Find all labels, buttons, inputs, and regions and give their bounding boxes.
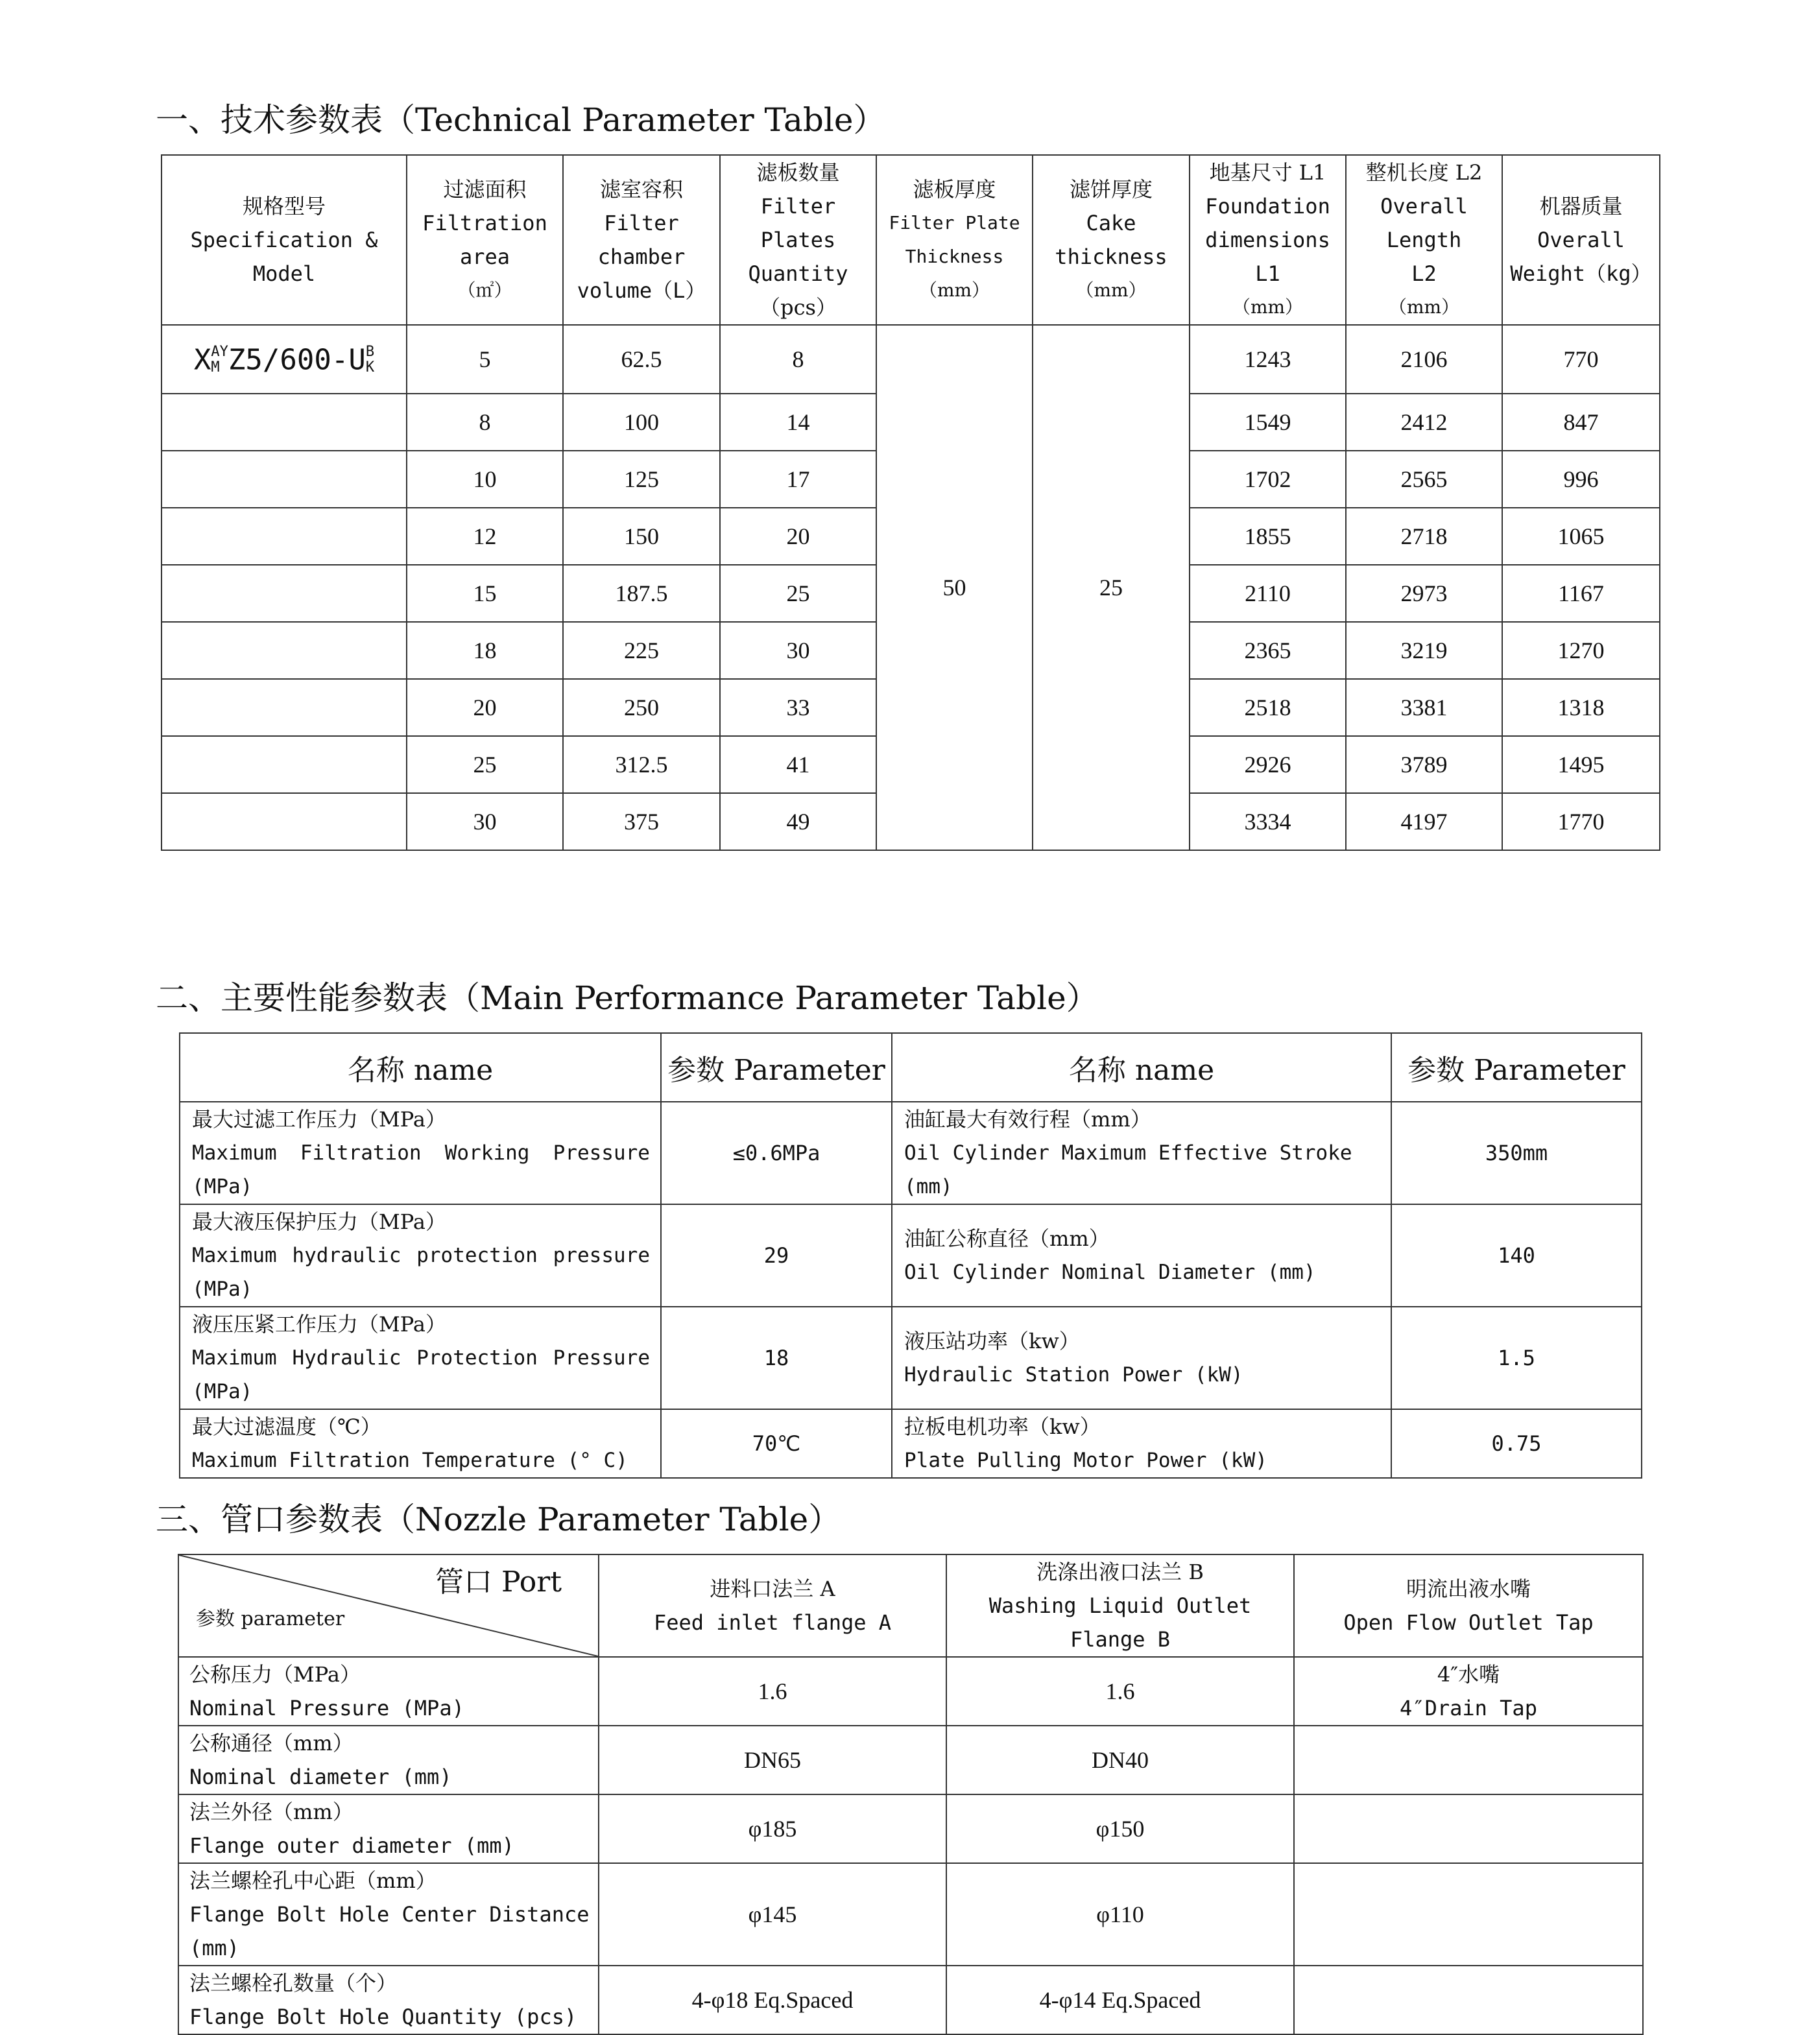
label-word: Pressure: [553, 1346, 650, 1370]
label-cn: 公称压力（MPa）: [189, 1662, 361, 1687]
section-2-title: 二、主要性能参数表（Main Performance Parameter Table）: [156, 979, 1099, 1017]
cell-length: 3789: [1346, 736, 1502, 793]
cell-area: 5: [407, 325, 563, 394]
header-text: Filter: [604, 211, 679, 235]
cell-volume: 62.5: [563, 325, 720, 394]
cell-area: 10: [407, 451, 563, 508]
value-c-line: 4″Drain Tap: [1400, 1696, 1537, 1720]
header-text: Open Flow Outlet Tap: [1343, 1610, 1594, 1635]
header-text: Thickness: [905, 246, 1004, 267]
cell-area: 8: [407, 394, 563, 451]
label-en: [192, 1239, 660, 1272]
table-row: [178, 1966, 1643, 2034]
header-text: Quantity: [748, 261, 848, 286]
value-c: [1294, 1966, 1643, 2034]
header-spec: [162, 155, 407, 325]
cell-area: 12: [407, 508, 563, 565]
cell-area: 30: [407, 793, 563, 850]
cell-volume: 250: [563, 679, 720, 736]
label-cn: 油缸最大有效行程（mm）: [904, 1107, 1151, 1132]
label-cn: 油缸公称直径（mm）: [904, 1226, 1110, 1251]
table-header-row: [178, 1554, 1643, 1657]
cell-foundation: 2110: [1190, 565, 1346, 622]
label-cn: 最大过滤温度（℃）: [192, 1414, 381, 1439]
param-label: [892, 1409, 1391, 1478]
value-c: [1294, 1726, 1643, 1794]
value-b: 1.6: [946, 1657, 1294, 1726]
label-word: pressure: [553, 1244, 650, 1267]
value-b: 4-φ14 Eq.Spaced: [946, 1966, 1294, 2034]
header-text: 滤室容积: [599, 177, 683, 202]
header-text: 滤板数量: [756, 160, 840, 185]
header-text: Overall: [1380, 194, 1468, 219]
label-en: Flange Bolt Hole Quantity (pcs): [189, 2005, 577, 2029]
section-3-title: 三、管口参数表（Nozzle Parameter Table）: [156, 1501, 841, 1538]
nozzle-label: [178, 1794, 599, 1863]
value-c: [1294, 1657, 1643, 1726]
param-label: [180, 1409, 661, 1478]
label-word: Maximum: [192, 1244, 277, 1267]
param-value: 1.5: [1391, 1307, 1642, 1409]
corner-header: [178, 1554, 599, 1657]
cell-plates: 20: [720, 508, 876, 565]
header-text: 过滤面积: [443, 177, 527, 202]
cell-foundation: 2518: [1190, 679, 1346, 736]
header-text: 滤板厚度: [913, 177, 996, 202]
table-row: [180, 1204, 1642, 1307]
header-text: 规格型号: [242, 194, 326, 219]
cell-model-empty: [162, 508, 407, 565]
header-text: （pcs）: [760, 295, 837, 320]
cell-volume: 312.5: [563, 736, 720, 793]
label-en: Oil Cylinder Nominal Diameter (mm): [904, 1261, 1316, 1284]
header-name-2: 名称 name: [892, 1033, 1391, 1102]
header-volume: [563, 155, 720, 325]
cell-length: 4197: [1346, 793, 1502, 850]
cell-weight: 847: [1502, 394, 1660, 451]
header-text: Filter: [760, 194, 836, 219]
header-text: 洗涤出液口法兰 B: [1036, 1560, 1204, 1584]
model-part: K: [365, 359, 375, 376]
header-text: L2: [1411, 261, 1437, 286]
cell-model-empty: [162, 793, 407, 850]
section-1-title: 一、技术参数表（Technical Parameter Table）: [156, 101, 886, 139]
header-text: 机器质量: [1539, 194, 1623, 219]
cell-weight: 1167: [1502, 565, 1660, 622]
header-cake: [1033, 155, 1190, 325]
header-text: （mm）: [918, 280, 990, 301]
header-text: 整机长度 L2: [1365, 160, 1483, 185]
table-row: [180, 1409, 1642, 1478]
label-en: Maximum Filtration Temperature (° C): [192, 1449, 628, 1472]
value-a: DN65: [599, 1726, 946, 1794]
cell-foundation: 1549: [1190, 394, 1346, 451]
table-row: [180, 1307, 1642, 1409]
cell-plate-thickness: 50: [876, 325, 1033, 850]
cell-weight: 1770: [1502, 793, 1660, 850]
cell-volume: 100: [563, 394, 720, 451]
nozzle-label: [178, 1966, 599, 2034]
label-word: Pressure: [553, 1141, 650, 1165]
cell-length: 2718: [1346, 508, 1502, 565]
param-value: ≤0.6MPa: [661, 1102, 892, 1204]
header-text: Filter Plate: [889, 212, 1020, 233]
label-en: Oil Cylinder Maximum Effective Stroke: [904, 1141, 1352, 1165]
param-label: [892, 1204, 1391, 1307]
header-text: dimensions: [1205, 228, 1330, 252]
value-c-line: 4″水嘴: [1437, 1662, 1500, 1687]
table-row: [178, 1794, 1643, 1863]
header-text: Flange B: [1070, 1627, 1171, 1652]
cell-plates: 30: [720, 622, 876, 679]
cell-weight: 1065: [1502, 508, 1660, 565]
model-part: M: [211, 359, 220, 376]
nozzle-label: [178, 1863, 599, 1966]
value-b: φ110: [946, 1863, 1294, 1966]
label-cn: 拉板电机功率（kw）: [904, 1414, 1101, 1439]
cell-model-empty: [162, 622, 407, 679]
cell-length: 3381: [1346, 679, 1502, 736]
param-value: 18: [661, 1307, 892, 1409]
cell-plates: 49: [720, 793, 876, 850]
label-cn: 液压压紧工作压力（MPa）: [192, 1312, 446, 1337]
param-value: 140: [1391, 1204, 1642, 1307]
label-word: Maximum: [192, 1141, 277, 1165]
param-value: 70℃: [661, 1409, 892, 1478]
table-row: [178, 1657, 1643, 1726]
label-word: Protection: [416, 1346, 538, 1370]
cell-foundation: 1243: [1190, 325, 1346, 394]
label-cn: 最大过滤工作压力（MPa）: [192, 1107, 446, 1132]
cell-model-empty: [162, 565, 407, 622]
header-text: 滤饼厚度: [1069, 177, 1153, 202]
cell-model-empty: [162, 736, 407, 793]
header-text: Length: [1386, 228, 1462, 252]
cell-plates: 14: [720, 394, 876, 451]
cell-weight: 1318: [1502, 679, 1660, 736]
value-b: φ150: [946, 1794, 1294, 1863]
header-text: Overall: [1537, 228, 1625, 252]
header-text: chamber: [597, 244, 686, 269]
header-text: 进料口法兰 A: [710, 1577, 835, 1601]
header-weight: [1502, 155, 1660, 325]
value-c: [1294, 1863, 1643, 1966]
value-a: φ185: [599, 1794, 946, 1863]
cell-length: 2565: [1346, 451, 1502, 508]
header-name-1: 名称 name: [180, 1033, 661, 1102]
cell-length: 3219: [1346, 622, 1502, 679]
label-cn: 最大液压保护压力（MPa）: [192, 1209, 446, 1234]
label-en-unit: (MPa): [192, 1380, 253, 1403]
label-word: Filtration: [300, 1141, 422, 1165]
cell-area: 18: [407, 622, 563, 679]
cell-length: 2973: [1346, 565, 1502, 622]
cell-foundation: 2365: [1190, 622, 1346, 679]
model-cell: [162, 325, 407, 394]
nozzle-label: [178, 1726, 599, 1794]
cell-area: 20: [407, 679, 563, 736]
label-en: Flange Bolt Hole Center Distance: [189, 1902, 590, 1927]
header-text: （㎡）: [457, 280, 512, 301]
label-en: Hydraulic Station Power (kW): [904, 1363, 1243, 1386]
cell-cake-thickness: 25: [1033, 325, 1190, 850]
cell-plates: 41: [720, 736, 876, 793]
header-text: Washing Liquid Outlet: [988, 1593, 1252, 1618]
cell-weight: 1495: [1502, 736, 1660, 793]
cell-plates: 17: [720, 451, 876, 508]
value-a: φ145: [599, 1863, 946, 1966]
label-en: Plate Pulling Motor Power (kW): [904, 1449, 1267, 1472]
label-en-unit: (MPa): [192, 1278, 253, 1301]
header-text: Filtration: [422, 211, 547, 235]
label-word: Maximum: [192, 1346, 277, 1370]
model-part: B: [365, 344, 375, 361]
param-label: [892, 1307, 1391, 1409]
nozzle-parameter-table: [178, 1554, 1644, 2035]
table-row: [178, 1863, 1643, 1966]
performance-parameter-table: [179, 1032, 1642, 1479]
cell-area: 15: [407, 565, 563, 622]
header-param-2: 参数 Parameter: [1391, 1033, 1642, 1102]
cell-area: 25: [407, 736, 563, 793]
label-en: Nominal Pressure (MPa): [189, 1696, 464, 1720]
label-en: Nominal diameter (mm): [189, 1765, 452, 1789]
cell-volume: 375: [563, 793, 720, 850]
header-text: Foundation: [1205, 194, 1330, 219]
header-flange-a: [599, 1554, 946, 1657]
value-a: 4-φ18 Eq.Spaced: [599, 1966, 946, 2034]
header-text: Plates: [760, 228, 836, 252]
model-stack: [366, 344, 374, 375]
cell-weight: 1270: [1502, 622, 1660, 679]
model-stack: [211, 344, 219, 375]
label-en-unit: (mm): [904, 1175, 953, 1198]
label-en-unit: (MPa): [192, 1175, 253, 1198]
header-text: volume（L）: [577, 278, 706, 303]
header-text: area: [459, 244, 510, 269]
header-thickness: [876, 155, 1033, 325]
header-text: Model: [252, 261, 316, 286]
cell-volume: 150: [563, 508, 720, 565]
header-text: Specification &: [190, 228, 378, 252]
label-word: protection: [416, 1244, 538, 1267]
cell-volume: 225: [563, 622, 720, 679]
table-row: [162, 325, 1660, 394]
header-outlet-tap: [1294, 1554, 1643, 1657]
model-part: A: [211, 344, 220, 361]
label-cn: 公称通径（mm）: [189, 1731, 353, 1755]
corner-port-label: 管口 Port: [435, 1565, 562, 1599]
cell-plates: 25: [720, 565, 876, 622]
param-value: 350mm: [1391, 1102, 1642, 1204]
header-text: （mm）: [1388, 296, 1460, 318]
cell-model-empty: [162, 451, 407, 508]
table-row: [180, 1102, 1642, 1204]
label-cn: 法兰外径（mm）: [189, 1800, 353, 1824]
header-param-1: 参数 Parameter: [661, 1033, 892, 1102]
cell-volume: 125: [563, 451, 720, 508]
model-stack: [220, 344, 228, 375]
label-word: Hydraulic: [292, 1346, 401, 1370]
header-text: 明流出液水嘴: [1406, 1577, 1531, 1601]
label-en: [192, 1341, 660, 1375]
cell-length: 2412: [1346, 394, 1502, 451]
param-label: [180, 1204, 661, 1307]
value-a: 1.6: [599, 1657, 946, 1726]
cell-weight: 770: [1502, 325, 1660, 394]
cell-volume: 187.5: [563, 565, 720, 622]
model-part: Z5/600-U: [228, 343, 366, 377]
header-text: Feed inlet flange A: [653, 1610, 892, 1635]
header-text: Weight（kg）: [1510, 261, 1652, 286]
header-text: （mm）: [1075, 280, 1147, 301]
header-text: （mm）: [1232, 296, 1304, 318]
label-en-unit: (mm): [189, 1936, 240, 1960]
cell-plates: 8: [720, 325, 876, 394]
param-label: [180, 1307, 661, 1409]
label-cn: 法兰螺栓孔中心距（mm）: [189, 1868, 437, 1893]
param-value: 29: [661, 1204, 892, 1307]
model-part: X: [193, 343, 211, 377]
cell-foundation: 1702: [1190, 451, 1346, 508]
value-b: DN40: [946, 1726, 1294, 1794]
param-label: [180, 1102, 661, 1204]
label-word: hydraulic: [292, 1244, 401, 1267]
table-header-row: [162, 155, 1660, 325]
model-part: Y: [219, 344, 228, 361]
cell-foundation: 3334: [1190, 793, 1346, 850]
param-value: 0.75: [1391, 1409, 1642, 1478]
header-area: [407, 155, 563, 325]
label-en: Flange outer diameter (mm): [189, 1833, 514, 1858]
cell-foundation: 1855: [1190, 508, 1346, 565]
table-row: [178, 1726, 1643, 1794]
cell-length: 2106: [1346, 325, 1502, 394]
header-text: thickness: [1055, 244, 1167, 269]
cell-model-empty: [162, 679, 407, 736]
header-foundation: [1190, 155, 1346, 325]
nozzle-label: [178, 1657, 599, 1726]
label-cn: 法兰螺栓孔数量（个）: [189, 1971, 398, 1995]
model-name: [194, 342, 374, 375]
cell-weight: 996: [1502, 451, 1660, 508]
corner-param-label: 参数 parameter: [196, 1608, 345, 1630]
table-header-row: [180, 1033, 1642, 1102]
technical-parameter-table: [161, 154, 1660, 851]
header-text: L1: [1255, 261, 1280, 286]
cell-model-empty: [162, 394, 407, 451]
cell-foundation: 2926: [1190, 736, 1346, 793]
header-flange-b: [946, 1554, 1294, 1657]
header-plates: [720, 155, 876, 325]
label-cn: 液压站功率（kw）: [904, 1329, 1080, 1353]
cell-plates: 33: [720, 679, 876, 736]
value-c: [1294, 1794, 1643, 1863]
label-word: Working: [444, 1141, 530, 1165]
label-en: [192, 1136, 660, 1170]
header-length: [1346, 155, 1502, 325]
header-text: 地基尺寸 L1: [1209, 160, 1326, 185]
header-text: Cake: [1086, 211, 1136, 235]
param-label: [892, 1102, 1391, 1204]
